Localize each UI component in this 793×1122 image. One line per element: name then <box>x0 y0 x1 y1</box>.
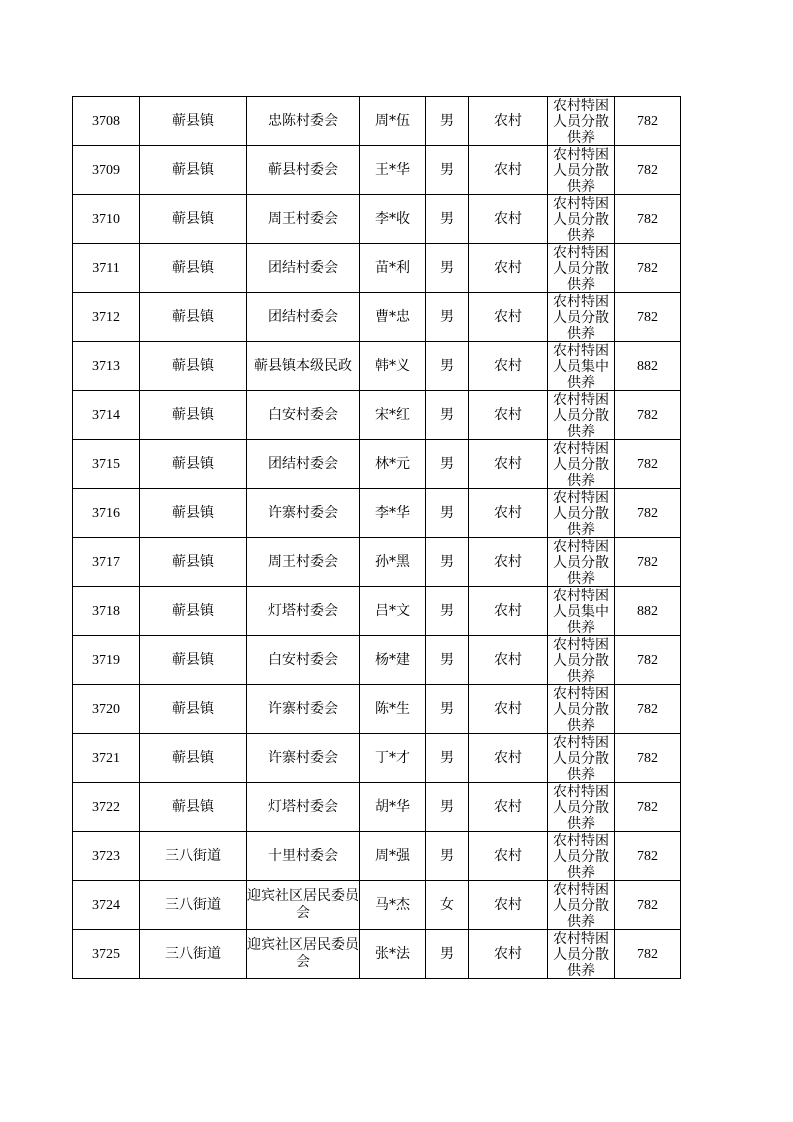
cell-id: 3722 <box>73 783 140 832</box>
cell-type <box>548 440 615 489</box>
cell-town: 三八街道 <box>140 930 247 979</box>
cell-name: 陈*生 <box>360 685 426 734</box>
cell-area: 农村 <box>469 146 548 195</box>
table-row <box>73 930 681 979</box>
cell-amount: 782 <box>615 293 681 342</box>
cell-name: 曹*忠 <box>360 293 426 342</box>
cell-amount: 782 <box>615 440 681 489</box>
cell-amount: 782 <box>615 195 681 244</box>
cell-type-text: 农村特困人员分散供养 <box>553 147 609 194</box>
cell-type <box>548 146 615 195</box>
cell-type <box>548 783 615 832</box>
cell-gender: 男 <box>426 930 469 979</box>
cell-id: 3713 <box>73 342 140 391</box>
cell-type <box>548 538 615 587</box>
cell-town: 三八街道 <box>140 832 247 881</box>
cell-name: 韩*义 <box>360 342 426 391</box>
cell-town: 蕲县镇 <box>140 538 247 587</box>
cell-town: 蕲县镇 <box>140 636 247 685</box>
cell-id: 3716 <box>73 489 140 538</box>
cell-town: 蕲县镇 <box>140 293 247 342</box>
cell-id: 3724 <box>73 881 140 930</box>
cell-type <box>548 244 615 293</box>
cell-unit: 团结村委会 <box>247 440 360 489</box>
cell-name: 杨*建 <box>360 636 426 685</box>
cell-amount: 782 <box>615 930 681 979</box>
cell-unit: 许寨村委会 <box>247 489 360 538</box>
cell-unit: 团结村委会 <box>247 244 360 293</box>
cell-amount: 782 <box>615 244 681 293</box>
cell-type-text: 农村特困人员分散供养 <box>553 784 609 831</box>
cell-amount: 782 <box>615 391 681 440</box>
cell-gender: 男 <box>426 734 469 783</box>
cell-area: 农村 <box>469 489 548 538</box>
cell-town: 蕲县镇 <box>140 244 247 293</box>
cell-type <box>548 930 615 979</box>
cell-town: 蕲县镇 <box>140 783 247 832</box>
cell-gender: 男 <box>426 538 469 587</box>
cell-type <box>548 636 615 685</box>
cell-area: 农村 <box>469 97 548 146</box>
cell-gender: 男 <box>426 587 469 636</box>
cell-name: 吕*文 <box>360 587 426 636</box>
table-row <box>73 244 681 293</box>
cell-gender: 男 <box>426 685 469 734</box>
cell-town: 蕲县镇 <box>140 391 247 440</box>
cell-amount: 782 <box>615 97 681 146</box>
cell-area: 农村 <box>469 587 548 636</box>
cell-type-text: 农村特困人员分散供养 <box>553 392 609 439</box>
cell-area: 农村 <box>469 244 548 293</box>
cell-id: 3719 <box>73 636 140 685</box>
cell-area: 农村 <box>469 734 548 783</box>
cell-gender: 男 <box>426 244 469 293</box>
cell-unit: 蕲县镇本级民政 <box>247 342 360 391</box>
cell-area: 农村 <box>469 342 548 391</box>
cell-name: 胡*华 <box>360 783 426 832</box>
cell-type-text: 农村特困人员分散供养 <box>553 441 609 488</box>
cell-gender: 男 <box>426 440 469 489</box>
cell-id: 3715 <box>73 440 140 489</box>
cell-name: 林*元 <box>360 440 426 489</box>
cell-unit: 忠陈村委会 <box>247 97 360 146</box>
cell-unit: 周王村委会 <box>247 538 360 587</box>
cell-area: 农村 <box>469 440 548 489</box>
cell-name: 马*杰 <box>360 881 426 930</box>
cell-area: 农村 <box>469 881 548 930</box>
cell-amount: 882 <box>615 587 681 636</box>
cell-id: 3709 <box>73 146 140 195</box>
cell-gender: 男 <box>426 195 469 244</box>
cell-unit: 灯塔村委会 <box>247 783 360 832</box>
cell-gender: 男 <box>426 97 469 146</box>
cell-type-text: 农村特困人员集中供养 <box>553 588 609 635</box>
table-row <box>73 587 681 636</box>
cell-town: 三八街道 <box>140 881 247 930</box>
cell-area: 农村 <box>469 538 548 587</box>
cell-town: 蕲县镇 <box>140 97 247 146</box>
cell-unit: 迎宾社区居民委员会 <box>247 930 360 979</box>
cell-area: 农村 <box>469 195 548 244</box>
cell-gender: 男 <box>426 783 469 832</box>
cell-type-text: 农村特困人员分散供养 <box>553 98 609 145</box>
cell-gender: 男 <box>426 832 469 881</box>
cell-name: 李*收 <box>360 195 426 244</box>
cell-name: 苗*利 <box>360 244 426 293</box>
table-row <box>73 391 681 440</box>
table-row <box>73 440 681 489</box>
cell-unit: 蕲县村委会 <box>247 146 360 195</box>
table-row <box>73 832 681 881</box>
cell-town: 蕲县镇 <box>140 440 247 489</box>
cell-area: 农村 <box>469 391 548 440</box>
cell-type <box>548 391 615 440</box>
cell-type <box>548 734 615 783</box>
cell-town: 蕲县镇 <box>140 146 247 195</box>
cell-type <box>548 881 615 930</box>
cell-type <box>548 342 615 391</box>
cell-town: 蕲县镇 <box>140 195 247 244</box>
table-row <box>73 195 681 244</box>
cell-name: 宋*红 <box>360 391 426 440</box>
cell-town: 蕲县镇 <box>140 342 247 391</box>
cell-area: 农村 <box>469 636 548 685</box>
cell-type-text: 农村特困人员集中供养 <box>553 343 609 390</box>
cell-name: 周*伍 <box>360 97 426 146</box>
cell-type-text: 农村特困人员分散供养 <box>553 686 609 733</box>
cell-type <box>548 587 615 636</box>
table-row <box>73 342 681 391</box>
table-row <box>73 783 681 832</box>
cell-name: 丁*才 <box>360 734 426 783</box>
cell-amount: 782 <box>615 783 681 832</box>
table-row <box>73 685 681 734</box>
cell-type <box>548 293 615 342</box>
cell-amount: 782 <box>615 146 681 195</box>
table-row <box>73 881 681 930</box>
table-row <box>73 146 681 195</box>
cell-gender: 男 <box>426 391 469 440</box>
table-row <box>73 489 681 538</box>
cell-unit: 许寨村委会 <box>247 734 360 783</box>
table-row <box>73 293 681 342</box>
table-row <box>73 734 681 783</box>
cell-gender: 男 <box>426 342 469 391</box>
cell-id: 3720 <box>73 685 140 734</box>
cell-name: 周*强 <box>360 832 426 881</box>
cell-type-text: 农村特困人员分散供养 <box>553 294 609 341</box>
cell-amount: 782 <box>615 832 681 881</box>
cell-gender: 男 <box>426 489 469 538</box>
cell-name: 王*华 <box>360 146 426 195</box>
cell-id: 3712 <box>73 293 140 342</box>
cell-gender: 女 <box>426 881 469 930</box>
cell-town: 蕲县镇 <box>140 685 247 734</box>
cell-type <box>548 195 615 244</box>
cell-amount: 782 <box>615 636 681 685</box>
cell-area: 农村 <box>469 832 548 881</box>
cell-id: 3717 <box>73 538 140 587</box>
cell-type-text: 农村特困人员分散供养 <box>553 735 609 782</box>
cell-unit: 许寨村委会 <box>247 685 360 734</box>
cell-amount: 782 <box>615 685 681 734</box>
table-row <box>73 636 681 685</box>
cell-unit: 团结村委会 <box>247 293 360 342</box>
cell-amount: 782 <box>615 489 681 538</box>
cell-amount: 882 <box>615 342 681 391</box>
cell-id: 3718 <box>73 587 140 636</box>
records-table <box>72 96 681 979</box>
cell-town: 蕲县镇 <box>140 489 247 538</box>
cell-gender: 男 <box>426 146 469 195</box>
cell-unit: 周王村委会 <box>247 195 360 244</box>
cell-id: 3711 <box>73 244 140 293</box>
cell-type <box>548 832 615 881</box>
cell-name: 张*法 <box>360 930 426 979</box>
cell-type-text: 农村特困人员分散供养 <box>553 490 609 537</box>
cell-id: 3714 <box>73 391 140 440</box>
cell-town: 蕲县镇 <box>140 587 247 636</box>
cell-gender: 男 <box>426 293 469 342</box>
cell-unit: 十里村委会 <box>247 832 360 881</box>
cell-id: 3721 <box>73 734 140 783</box>
cell-unit: 白安村委会 <box>247 636 360 685</box>
cell-type-text: 农村特困人员分散供养 <box>553 637 609 684</box>
cell-type-text: 农村特困人员分散供养 <box>553 882 609 929</box>
cell-unit: 白安村委会 <box>247 391 360 440</box>
cell-type-text: 农村特困人员分散供养 <box>553 539 609 586</box>
cell-town: 蕲县镇 <box>140 734 247 783</box>
cell-unit: 迎宾社区居民委员会 <box>247 881 360 930</box>
cell-id: 3708 <box>73 97 140 146</box>
cell-amount: 782 <box>615 881 681 930</box>
cell-area: 农村 <box>469 930 548 979</box>
cell-id: 3723 <box>73 832 140 881</box>
cell-name: 李*华 <box>360 489 426 538</box>
cell-gender: 男 <box>426 636 469 685</box>
cell-amount: 782 <box>615 734 681 783</box>
cell-area: 农村 <box>469 293 548 342</box>
cell-id: 3710 <box>73 195 140 244</box>
cell-type-text: 农村特困人员分散供养 <box>553 196 609 243</box>
table-row <box>73 538 681 587</box>
cell-area: 农村 <box>469 685 548 734</box>
cell-type-text: 农村特困人员分散供养 <box>553 931 609 978</box>
cell-type <box>548 685 615 734</box>
cell-type <box>548 489 615 538</box>
cell-type-text: 农村特困人员分散供养 <box>553 833 609 880</box>
cell-id: 3725 <box>73 930 140 979</box>
cell-type-text: 农村特困人员分散供养 <box>553 245 609 292</box>
cell-name: 孙*黑 <box>360 538 426 587</box>
table-row <box>73 97 681 146</box>
cell-area: 农村 <box>469 783 548 832</box>
cell-type <box>548 97 615 146</box>
cell-amount: 782 <box>615 538 681 587</box>
cell-unit: 灯塔村委会 <box>247 587 360 636</box>
